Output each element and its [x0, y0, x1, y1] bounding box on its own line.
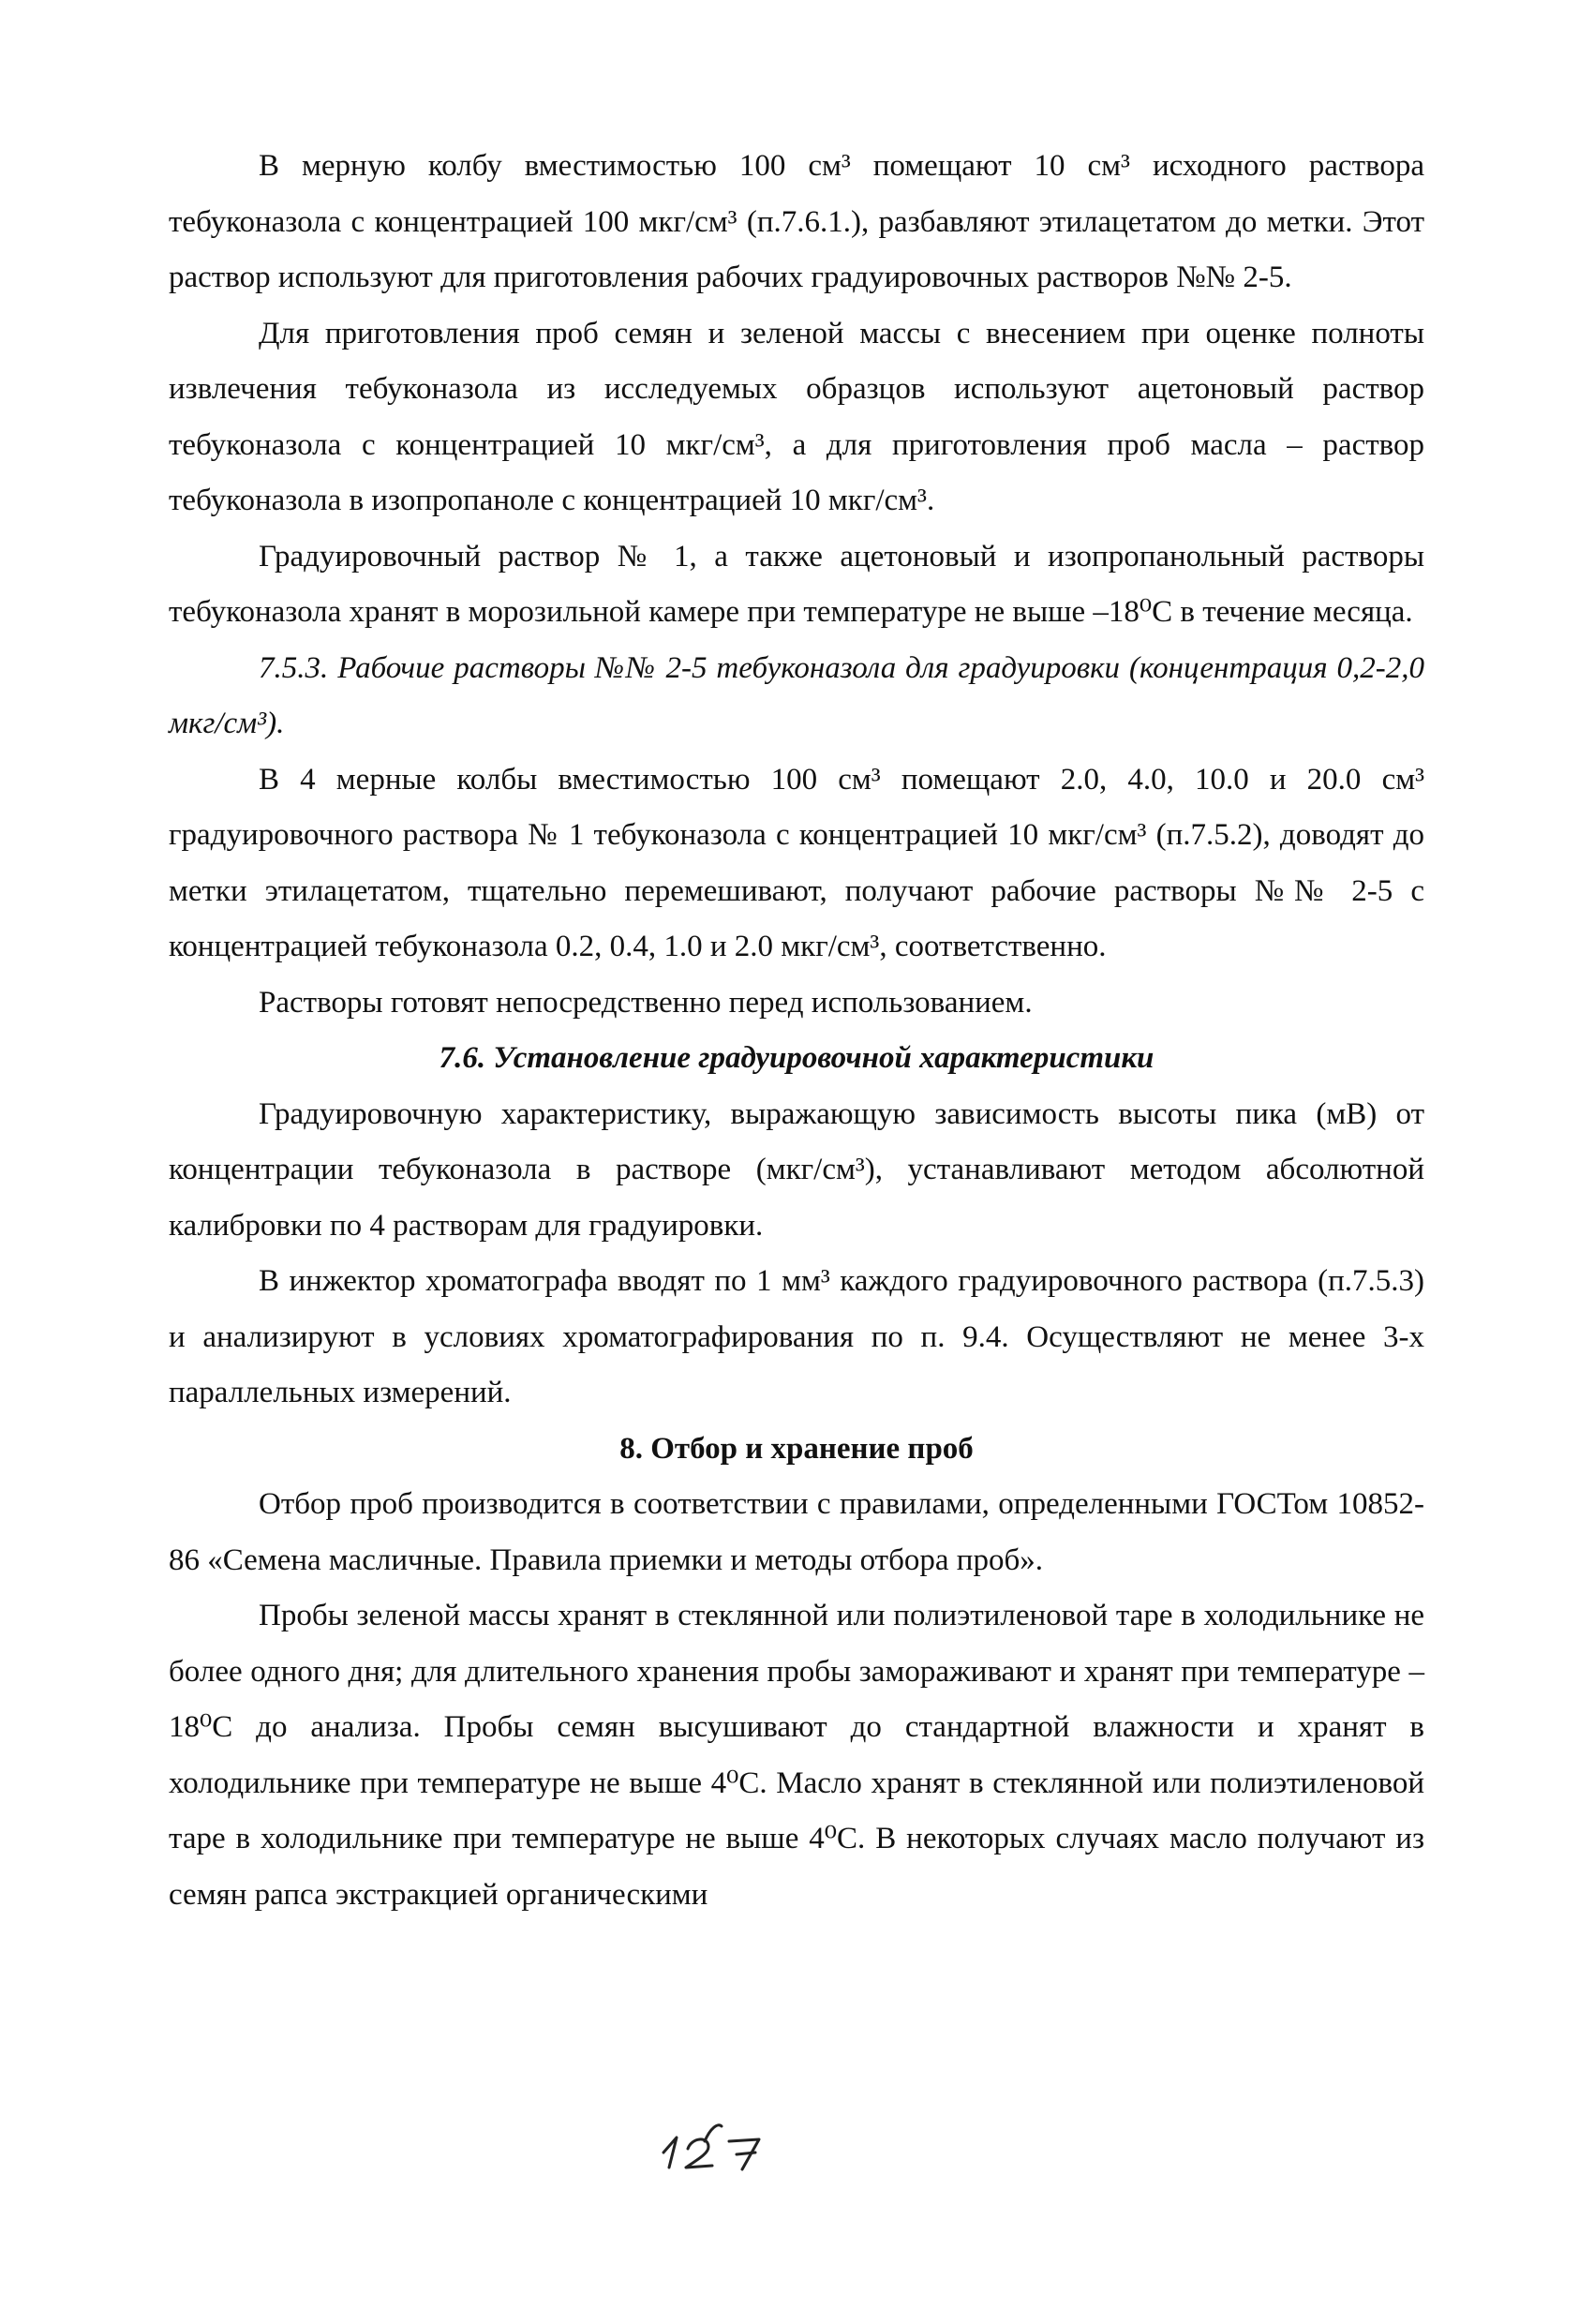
section-heading-7-5-3: 7.5.3. Рабочие растворы №№ 2-5 тебуконазола для градуировки (концентрация 0,2-2,0 мкг/см³).: [169, 650, 1424, 740]
paragraph-working-solution-prep: В мерную колбу вместимостью 100 см³ помещают 10 см³ исходного раствора тебуконазола с концентрацией 100 мкг/см³ (п.7.6.1.), разбавляют этилацетатом до метки. Этот раствор используют для приготовления рабочих градуировочных растворов №№ 2-5.: [169, 149, 1424, 294]
paragraph-injection: В инжектор хроматографа вводят по 1 мм³ каждого градуировочного раствора (п.7.5.3) и анализируют в условиях хроматографирования по п. 9.4. Осуществляют не менее 3-х параллельных измерений.: [169, 1264, 1424, 1409]
section-heading-8: 8. Отбор и хранение проб: [619, 1431, 974, 1466]
handwritten-page-number-icon: [656, 2113, 806, 2179]
paragraph-working-solutions-2-5: В 4 мерные колбы вместимостью 100 см³ помещают 2.0, 4.0, 10.0 и 20.0 см³ градуировочного раствора № 1 тебуконазола с концентрацией 10 мкг/см³ (п.7.5.2), доводят до метки этилацетатом, тщательно перемешивают, получают рабочие растворы №№ 2-5 с концентрацией тебуконазола 0.2, 0.4, 1.0 и 2.0 мкг/см³, соответственно.: [169, 762, 1424, 963]
paragraph-prepared-before-use: Растворы готовят непосредственно перед использованием.: [259, 985, 1033, 1020]
paragraph-calibration-characteristic: Градуировочную характеристику, выражающую зависимость высоты пика (мВ) от концентрации тебуконазола в растворе (мкг/см³), устанавливают методом абсолютной калибровки по 4 растворам для градуировки.: [169, 1096, 1424, 1243]
document-page: [169, 139, 1424, 1923]
paragraph-sampling: Отбор проб производится в соответствии с правилами, определенными ГОСТом 10852-86 «Семена масличные. Правила приемки и методы отбора проб».: [169, 1487, 1424, 1577]
paragraph-sample-storage: Пробы зеленой массы хранят в стеклянной или полиэтиленовой таре в холодильнике не более одного дня; для длительного хранения пробы замораживают и хранят при температуре –18⁰С до анализа. Пробы семян высушивают до стандартной влажности и хранят в холодильнике при температуре не выше 4⁰С. Масло хранят в стеклянной или полиэтиленовой таре в холодильнике при температуре не выше 4⁰С. В некоторых случаях масло получают из семян рапса экстракцией органическими: [169, 1599, 1424, 1912]
paragraph-storage: Градуировочный раствор № 1, а также ацетоновый и изопропанольный растворы тебуконазола хранят в морозильной камере при температуре не выше –18⁰С в течение месяца.: [169, 539, 1424, 629]
paragraph-fortified-samples: Для приготовления проб семян и зеленой массы с внесением при оценке полноты извлечения тебуконазола из исследуемых образцов используют ацетоновый раствор тебуконазола с концентрацией 10 мкг/см³, а для приготовления проб масла – раствор тебуконазола в изопропаноле с концентрацией 10 мкг/см³.: [169, 316, 1424, 517]
section-heading-7-6: 7.6. Установление градуировочной характеристики: [439, 1041, 1155, 1075]
handwritten-page-number: [656, 2113, 806, 2179]
